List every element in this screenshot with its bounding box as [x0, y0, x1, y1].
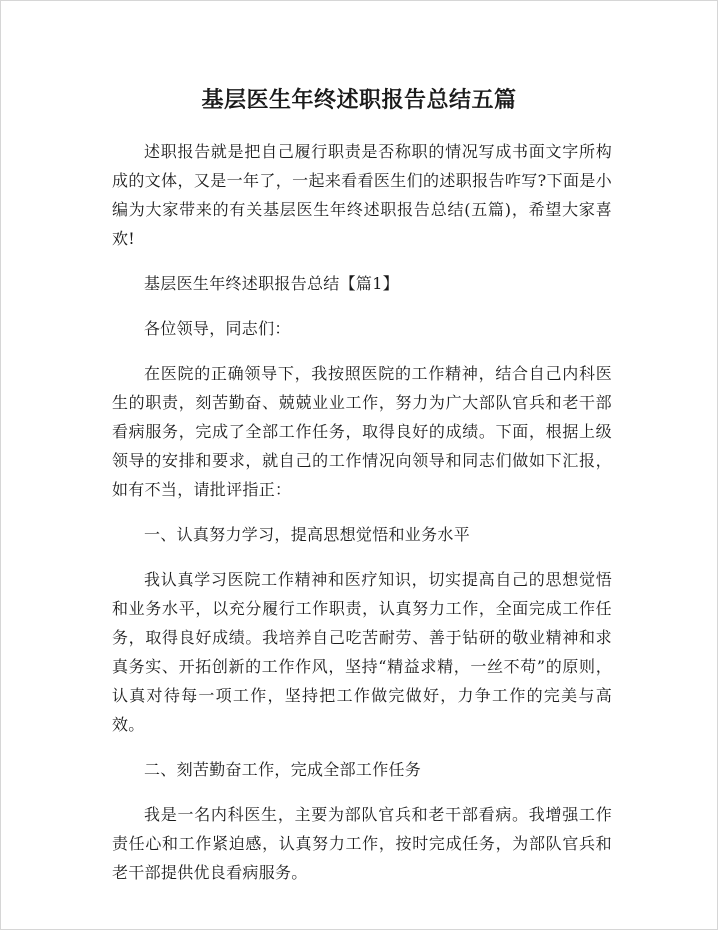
study-paragraph: 我认真学习医院工作精神和医疗知识，切实提高自己的思想觉悟和业务水平，以充分履行工作职责，认真努力工作，全面完成工作任务，取得良好成绩。我培养自己吃苦耐劳、善于钻研的敬业精神和求真务实、开拓创新的工作作风，坚持“精益求精，一丝不苟”的原则，认真对待每一项工作，坚持把工作做完做好，力争工作的完美与高效。	[112, 570, 612, 734]
work-paragraph: 我是一名内科医生，主要为部队官兵和老干部看病。我增强工作责任心和工作紧迫感，认真努力工作，按时完成任务，为部队官兵和老干部提供优良看病服务。	[112, 805, 612, 882]
subheading-1: 一、认真努力学习，提高思想觉悟和业务水平	[144, 525, 471, 544]
intro-paragraph: 述职报告就是把自己履行职责是否称职的情况写成书面文字所构成的文体，又是一年了，一起来看看医生们的述职报告咋写?下面是小编为大家带来的有关基层医生年终述职报告总结(五篇)，希望大家喜欢!	[112, 142, 612, 248]
salutation: 各位领导，同志们：	[144, 319, 291, 338]
document-title: 基层医生年终述职报告总结五篇	[201, 88, 517, 113]
section-title-part-1: 基层医生年终述职报告总结【篇1】	[144, 274, 399, 293]
subheading-2: 二、刻苦勤奋工作，完成全部工作任务	[144, 760, 422, 779]
document-body	[112, 137, 612, 903]
opening-paragraph: 在医院的正确领导下，我按照医院的工作精神，结合自己内科医生的职责，刻苦勤奋、兢兢业业工作，努力为广大部队官兵和老干部看病服务，完成了全部工作任务，取得良好的成绩。下面，根据上级领导的安排和要求，就自己的工作情况向领导和同志们做如下汇报，如有不当，请批评指正：	[112, 364, 612, 499]
